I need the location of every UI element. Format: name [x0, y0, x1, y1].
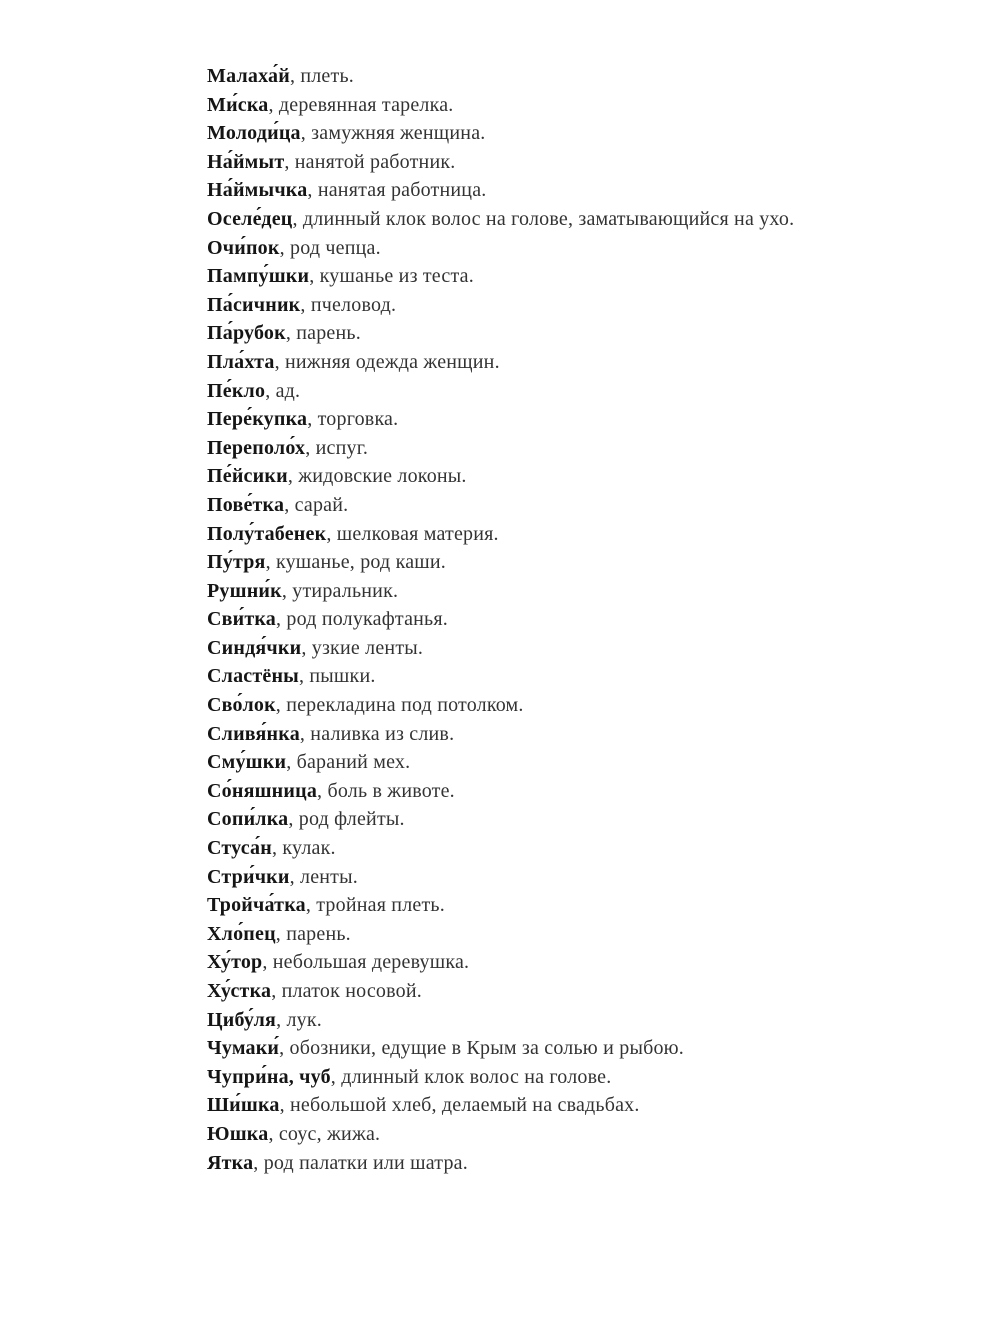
entry-definition: , платок носовой.	[271, 980, 422, 1002]
glossary-entry	[207, 834, 940, 863]
entry-term: Юшка	[207, 1122, 269, 1145]
entry-term: Пу́тря	[207, 551, 266, 574]
entry-term: Тройча́тка	[207, 894, 306, 917]
entry-term: Пампу́шки	[207, 265, 310, 288]
entry-term: Пе́кло	[207, 379, 266, 402]
entry-term: Синдя́чки	[207, 636, 302, 659]
glossary-entry	[207, 1006, 940, 1035]
entry-definition: , нижняя одежда женщин.	[274, 350, 500, 373]
entry-definition: , парень.	[275, 922, 351, 945]
entry-definition: , плеть.	[289, 65, 354, 87]
entry-term: Пла́хта	[207, 350, 275, 373]
entry-term: Цибу́ля	[207, 1008, 277, 1031]
entry-term: Сво́лок	[207, 694, 276, 717]
glossary-entry	[207, 634, 940, 663]
entry-definition: , небольшой хлеб, делаемый на свадьбах.	[279, 1094, 640, 1117]
entry-term: Сопи́лка	[207, 808, 289, 831]
glossary-entry	[207, 377, 940, 406]
entry-term: Чумаки́	[207, 1037, 280, 1060]
glossary-entry	[207, 720, 940, 749]
entry-term: Сму́шки	[207, 751, 287, 774]
glossary-entry	[207, 491, 940, 520]
entry-definition: , род полукафтанья.	[276, 608, 448, 631]
entry-term: Пере́купка	[207, 408, 308, 431]
entry-definition: , обозники, едущие в Крым за солью и рыбою.	[279, 1037, 684, 1060]
entry-definition: , узкие ленты.	[301, 636, 424, 659]
entry-definition: , род флейты.	[288, 808, 405, 831]
entry-term: Ши́шка	[207, 1094, 280, 1117]
entry-definition: , шелковая материя.	[326, 522, 499, 545]
entry-definition: , нанятая работница.	[307, 179, 487, 202]
entry-term: На́ймыт	[207, 150, 285, 173]
glossary-entry	[207, 920, 940, 949]
glossary-entry	[207, 1120, 940, 1149]
glossary-entry	[207, 234, 940, 263]
entry-definition: , кулак.	[271, 837, 336, 860]
glossary-entry	[207, 405, 940, 434]
entry-definition: , сарай.	[284, 493, 349, 516]
entry-term: Па́сичник	[207, 293, 301, 316]
glossary-entry	[207, 748, 940, 777]
entry-definition: , замужняя женщина.	[300, 122, 486, 145]
entry-term: Ху́тор	[207, 951, 263, 974]
entry-term: Оселе́дец	[207, 207, 293, 230]
entry-term: Молоди́ца	[207, 122, 301, 145]
entry-term: Хло́пец	[207, 922, 276, 945]
entry-definition: , соус, жижа.	[268, 1122, 381, 1145]
glossary-entry	[207, 291, 940, 320]
glossary-entry	[207, 577, 940, 606]
entry-definition: , длинный клок волос на голове.	[330, 1065, 612, 1088]
entry-term: Малаха́й	[207, 65, 290, 87]
entry-term: Стри́чки	[207, 865, 290, 888]
entry-term: Ху́стка	[207, 980, 272, 1002]
entry-term: Полу́табенек	[207, 522, 327, 545]
glossary-entry	[207, 863, 940, 892]
entry-definition: , бараний мех.	[286, 751, 411, 774]
glossary-entry	[207, 434, 940, 463]
entry-term: Сви́тка	[207, 608, 277, 631]
entry-term: Переполо́х	[207, 436, 306, 459]
glossary-entry	[207, 176, 940, 205]
entry-term: Па́рубок	[207, 322, 286, 345]
entry-definition: , торговка.	[307, 408, 399, 431]
glossary-entry	[207, 205, 940, 234]
glossary-entry	[207, 548, 940, 577]
entry-definition: , род чепца.	[279, 236, 381, 259]
glossary-entry	[207, 62, 940, 91]
entry-term: Пове́тка	[207, 493, 285, 516]
entry-definition: , длинный клок волос на голове, заматывающийся на ухо.	[292, 207, 795, 230]
glossary-entry	[207, 777, 940, 806]
entry-definition: , наливка из слив.	[299, 722, 455, 745]
glossary-list	[207, 62, 940, 1177]
glossary-entry	[207, 148, 940, 177]
entry-term: Пе́йсики	[207, 465, 288, 488]
entry-definition: , перекладина под потолком.	[275, 694, 524, 717]
entry-term: Сливя́нка	[207, 722, 300, 745]
entry-definition: , лук.	[276, 1008, 322, 1031]
glossary-entry	[207, 977, 940, 1006]
entry-definition: , род палатки или шатра.	[253, 1151, 468, 1174]
glossary-entry	[207, 948, 940, 977]
glossary-entry	[207, 605, 940, 634]
entry-definition: , боль в животе.	[317, 779, 455, 802]
glossary-entry	[207, 805, 940, 834]
glossary-entry	[207, 891, 940, 920]
glossary-entry	[207, 119, 940, 148]
glossary-entry	[207, 348, 940, 377]
entry-definition: , кушанье из теста.	[309, 265, 474, 288]
entry-definition: , пчеловод.	[300, 293, 397, 316]
entry-definition: , пышки.	[298, 665, 376, 688]
entry-definition: , деревянная тарелка.	[268, 93, 454, 116]
entry-definition: , испуг.	[305, 436, 369, 459]
entry-definition: , тройная плеть.	[305, 894, 445, 917]
entry-term: Очи́пок	[207, 236, 280, 259]
entry-definition: , кушанье, род каши.	[265, 551, 446, 574]
entry-definition: , утиральник.	[281, 579, 399, 602]
glossary-entry	[207, 1149, 940, 1178]
entry-term: Ми́ска	[207, 93, 269, 116]
glossary-entry	[207, 262, 940, 291]
glossary-entry	[207, 1063, 940, 1092]
glossary-entry	[207, 1034, 940, 1063]
entry-term: Рушни́к	[207, 579, 282, 602]
entry-term: Чупри́на, чуб	[207, 1065, 331, 1088]
glossary-entry	[207, 462, 940, 491]
entry-definition: , жидовские локоны.	[287, 465, 467, 488]
entry-term: Со́няшница	[207, 779, 318, 802]
entry-definition: , нанятой работник.	[284, 150, 456, 173]
entry-definition: , ленты.	[289, 865, 358, 888]
glossary-entry	[207, 91, 940, 120]
entry-definition: , парень.	[285, 322, 361, 345]
entry-term: Сластёны	[207, 665, 299, 688]
entry-definition: , небольшая деревушка.	[262, 951, 470, 974]
glossary-entry	[207, 691, 940, 720]
entry-definition: , ад.	[265, 379, 301, 402]
glossary-entry	[207, 662, 940, 691]
entry-term: Стуса́н	[207, 837, 272, 860]
entry-term: Ятка	[207, 1151, 254, 1174]
glossary-entry	[207, 319, 940, 348]
glossary-entry	[207, 520, 940, 549]
glossary-entry	[207, 1091, 940, 1120]
entry-term: На́ймычка	[207, 179, 308, 202]
